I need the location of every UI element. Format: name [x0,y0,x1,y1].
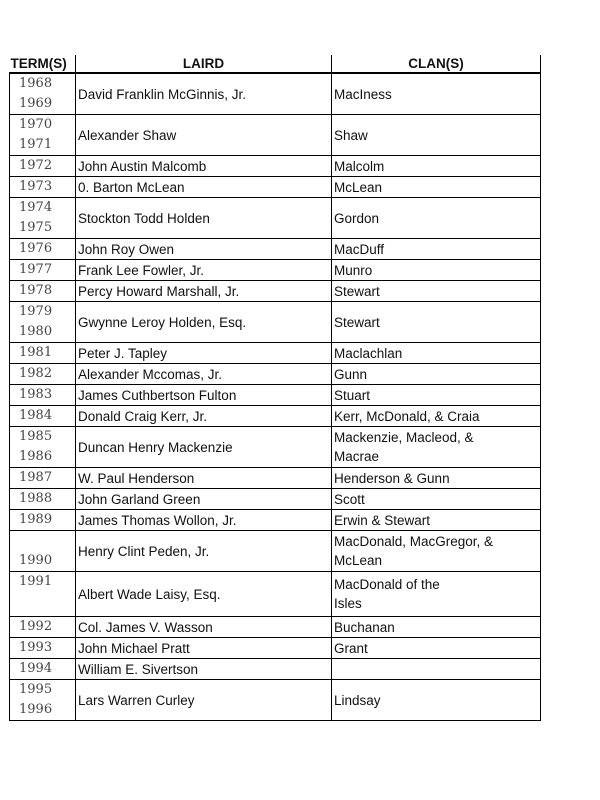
table-row [10,531,541,572]
table-row [10,468,541,489]
term-year: 1974 [19,200,53,215]
term-year: 1987 [19,470,53,485]
clan-line: Mackenzie, Macleod, & [334,430,474,445]
laird-header: LAIRD [76,55,332,73]
clan-cell [332,659,541,680]
clan-cell [332,427,541,468]
term-cell [10,115,76,156]
term-year: 1995 [19,682,53,697]
clan-cell [332,364,541,385]
term-year: 1969 [19,96,53,111]
term-year: 1975 [19,220,53,235]
laird-cell: Percy Howard Marshall, Jr. [76,281,332,302]
table-row [10,260,541,281]
laird-cell: John Garland Green [76,489,332,510]
table-row [10,406,541,427]
term-cell [10,489,76,510]
term-cell [10,260,76,281]
table-row [10,73,541,115]
clan-cell [332,617,541,638]
term-year: 1982 [19,366,53,381]
table-row [10,198,541,239]
term-year: 1996 [19,702,53,717]
table-row [10,638,541,659]
clan-cell [332,281,541,302]
laird-cell: 0. Barton McLean [76,177,332,198]
laird-cell: Stockton Todd Holden [76,198,332,239]
clan-cell [332,115,541,156]
clan-line: Maclachlan [334,345,403,361]
clan-header: CLAN(S) [332,55,541,73]
term-cell [10,364,76,385]
clan-line: Isles [334,596,362,611]
term-year: 1980 [19,324,53,339]
table-row [10,364,541,385]
laird-cell: Gwynne Leroy Holden, Esq. [76,302,332,343]
term-cell [10,156,76,177]
term-cell [10,468,76,489]
term-cell [10,239,76,260]
term-year: 1994 [19,661,53,676]
term-cell [10,198,76,239]
term-year: 1978 [19,283,53,298]
laird-cell: John Austin Malcomb [76,156,332,177]
clan-line: Grant [334,640,368,656]
term-year: 1984 [19,408,53,423]
clan-line: Stuart [334,387,371,403]
term-year: 1972 [19,158,53,173]
table-row [10,617,541,638]
laird-cell: Donald Craig Kerr, Jr. [76,406,332,427]
laird-cell: Lars Warren Curley [76,680,332,721]
clan-line: Kerr, McDonald, & Craia [334,408,480,424]
clan-line: Stewart [334,283,380,299]
term-year: 1968 [19,76,53,91]
clan-line: Henderson & Gunn [334,470,450,486]
table-row [10,385,541,406]
term-year: 1992 [19,619,53,634]
term-year: 1985 [19,429,53,444]
term-cell [10,177,76,198]
clan-cell [332,260,541,281]
term-header: TERM(S) [10,55,76,73]
clan-line: Erwin & Stewart [334,512,431,528]
clan-line: MacDuff [334,241,385,257]
laird-cell: John Michael Pratt [76,638,332,659]
term-cell [10,73,76,115]
clan-cell [332,385,541,406]
laird-cell: William E. Sivertson [76,659,332,680]
clan-line: McLean [334,553,383,568]
term-year: 1988 [19,491,53,506]
term-cell [10,281,76,302]
clan-cell [332,638,541,659]
clan-cell [332,510,541,531]
term-year: 1973 [19,179,53,194]
term-cell [10,680,76,721]
term-year: 1977 [19,262,53,277]
term-year: 1986 [19,449,53,464]
clan-cell [332,531,541,572]
term-year: 1970 [19,117,53,132]
table-row [10,302,541,343]
clan-line: Gordon [334,210,380,226]
term-year: 1976 [19,241,53,256]
term-cell [10,638,76,659]
term-cell [10,659,76,680]
laird-cell: Alexander Mccomas, Jr. [76,364,332,385]
laird-cell: James Thomas Wollon, Jr. [76,510,332,531]
laird-cell: Duncan Henry Mackenzie [76,427,332,468]
lairds-table [9,55,541,721]
clan-line: Lindsay [334,692,381,708]
table-row [10,177,541,198]
table-row [10,510,541,531]
clan-cell [332,343,541,364]
clan-line: Malcolm [334,158,385,174]
table-row [10,156,541,177]
clan-cell [332,406,541,427]
term-cell [10,343,76,364]
term-year: 1990 [19,553,53,568]
laird-cell: Frank Lee Fowler, Jr. [76,260,332,281]
clan-cell [332,302,541,343]
clan-line: Scott [334,491,365,507]
clan-line: Stewart [334,314,380,330]
clan-cell [332,156,541,177]
clan-line: MacDonald, MacGregor, & [334,534,494,549]
table-row [10,680,541,721]
laird-cell: Peter J. Tapley [76,343,332,364]
clan-line: MacIness [334,86,392,102]
clan-cell [332,489,541,510]
term-year: 1989 [19,512,53,527]
clan-cell [332,572,541,617]
table-row [10,115,541,156]
term-year: 1983 [19,387,53,402]
table-row [10,489,541,510]
clan-line: Macrae [334,449,380,464]
laird-cell: Henry Clint Peden, Jr. [76,531,332,572]
laird-cell: Albert Wade Laisy, Esq. [76,572,332,617]
term-cell [10,510,76,531]
table-row [10,659,541,680]
laird-cell: W. Paul Henderson [76,468,332,489]
term-cell [10,406,76,427]
clan-line: McLean [334,179,383,195]
clan-cell [332,177,541,198]
term-year: 1971 [19,137,53,152]
header-row [10,55,541,73]
clan-line: Munro [334,262,373,278]
table-row [10,343,541,364]
table-row [10,281,541,302]
clan-line: Shaw [334,127,368,143]
term-cell [10,385,76,406]
term-year: 1991 [19,574,53,589]
laird-cell: Col. James V. Wasson [76,617,332,638]
clan-cell [332,468,541,489]
clan-cell [332,239,541,260]
term-year: 1993 [19,640,53,655]
term-cell [10,617,76,638]
laird-cell: John Roy Owen [76,239,332,260]
clan-line: MacDonald of the [334,577,440,592]
clan-cell [332,680,541,721]
clan-line: Buchanan [334,619,395,635]
clan-cell [332,73,541,115]
laird-cell: Alexander Shaw [76,115,332,156]
table-row [10,572,541,617]
term-year: 1981 [19,345,53,360]
clan-cell [332,198,541,239]
term-cell [10,302,76,343]
table-row [10,427,541,468]
table-body [10,73,541,721]
term-cell [10,572,76,617]
term-year: 1979 [19,304,53,319]
laird-cell: David Franklin McGinnis, Jr. [76,73,332,115]
term-cell [10,427,76,468]
laird-cell: James Cuthbertson Fulton [76,385,332,406]
clan-line: Gunn [334,366,368,382]
table-row [10,239,541,260]
term-cell [10,531,76,572]
